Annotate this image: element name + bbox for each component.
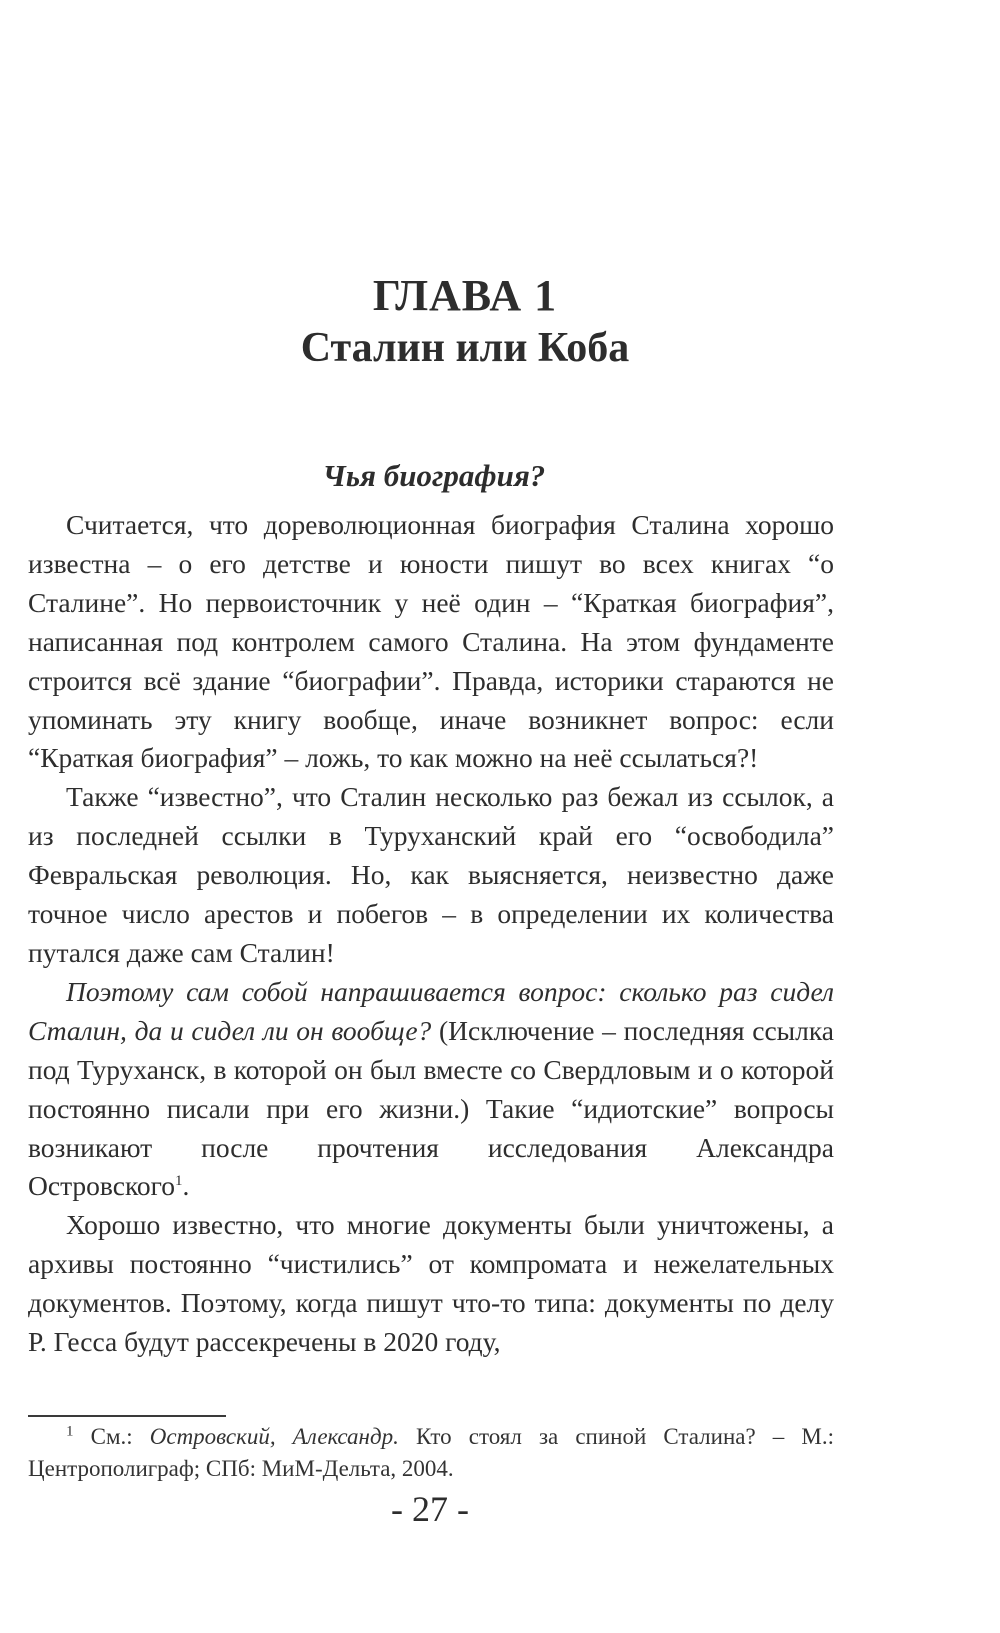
chapter-number: ГЛАВА 1 xyxy=(372,271,558,320)
footnote-mark: 1 xyxy=(66,1423,74,1440)
footnote-prefix: См.: xyxy=(73,1424,150,1449)
footnote xyxy=(28,1421,834,1485)
page-number: - 27 - xyxy=(391,1489,469,1529)
paragraph-3-text: (Исключение – последняя ссылка под Туруханск, в которой он был вместе со Свердловым и о которой постоянно писали при его жизни.) Такие “идиотские” вопросы возникают после прочтения исследования Александра Островского xyxy=(28,1014,835,1202)
paragraph-2: Также “известно”, что Сталин несколько раз бежал из ссылок, а из последней ссылки в Туруханский край его “освободила” Февральская революция. Но, как выясняется, неизвестно даже точное число арестов и побегов – в определении их количества путался даже сам Сталин! xyxy=(28,781,834,968)
footnote-reference: 1 xyxy=(175,1173,183,1190)
chapter-title: Сталин или Коба xyxy=(300,325,630,371)
paragraph-3-italic: Поэтому сам собой напрашивается вопрос: сколько раз сидел Сталин, да и сидел ли он вообще? xyxy=(28,975,834,1046)
footnote-text: Кто стоял за спиной Сталина? – М.: Центрополиграф; СПб: МиМ-Дельта, 2004. xyxy=(28,1424,834,1481)
paragraph-1: Считается, что дореволюционная биография Сталина хорошо известна – о его детстве и юности пишут во всех книгах “о Сталине”. Но первоисточник у неё один – “Краткая биография”, написанная под контролем самого Сталина. На этом фундаменте строится всё здание “биографии”. Правда, историки стараются не упоминать эту книгу вообще, иначе возникнет вопрос: если “Краткая биография” – ложь, то как можно на неё ссылаться?! xyxy=(28,509,834,774)
paragraph-3-end: . xyxy=(182,1170,190,1202)
section-title: Чья биография? xyxy=(322,458,546,493)
paragraph-4: Хорошо известно, что многие документы были уничтожены, а архивы постоянно “чистились” от компромата и нежелательных документов. Поэтому, когда пишут что-то типа: документы по делу Р. Гесса будут рассекречены в 2020 году, xyxy=(28,1209,834,1358)
footnote-author: Островский, Александр. xyxy=(149,1424,399,1449)
paragraph-3 xyxy=(28,973,834,1206)
body-text xyxy=(28,506,834,1362)
footnote-divider xyxy=(28,1415,226,1417)
